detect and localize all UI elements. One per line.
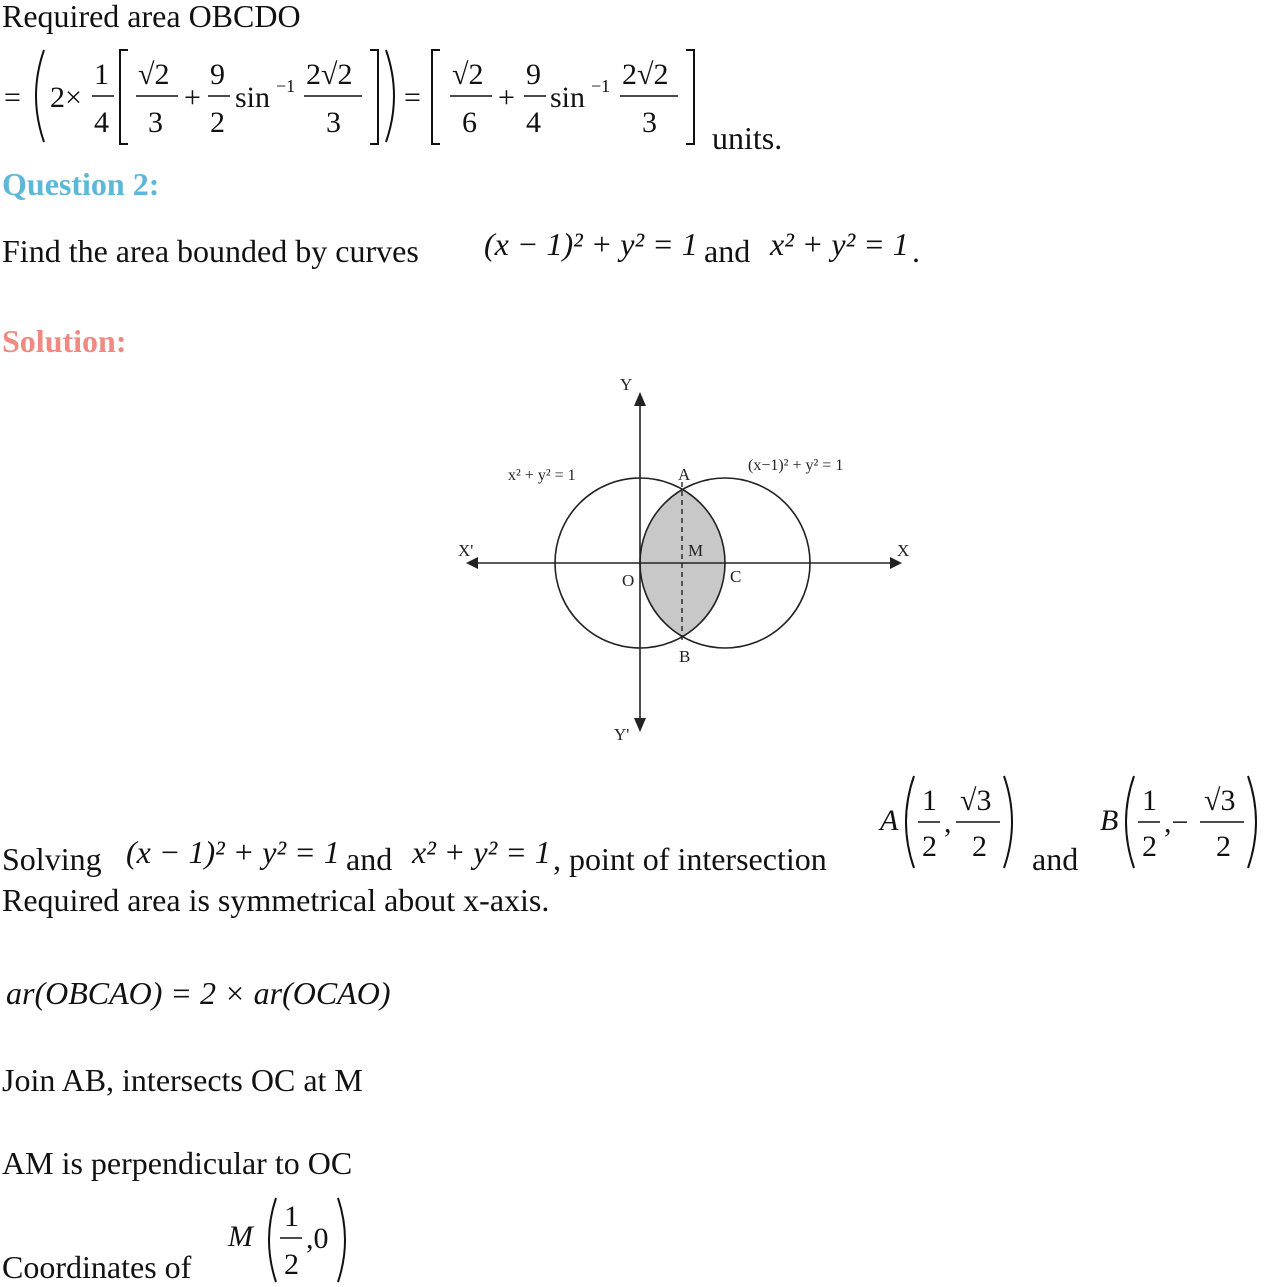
svg-text:2√2: 2√2 bbox=[306, 58, 353, 91]
solving-and: and bbox=[346, 841, 393, 877]
svg-text:1: 1 bbox=[284, 1200, 299, 1233]
svg-text:√2: √2 bbox=[138, 58, 170, 91]
join-ab-text: Join AB, intersects OC at M bbox=[2, 1062, 363, 1098]
svg-text:−1: −1 bbox=[591, 76, 611, 96]
svg-text:+: + bbox=[184, 81, 201, 114]
svg-text:2×: 2× bbox=[50, 81, 82, 114]
svg-text:√3: √3 bbox=[1204, 784, 1236, 817]
fig-y-prime-label: Y' bbox=[614, 725, 630, 744]
svg-text:2: 2 bbox=[972, 830, 987, 863]
svg-text:sin: sin bbox=[235, 81, 271, 114]
svg-text:2: 2 bbox=[922, 830, 937, 863]
y-prime-arrow-icon bbox=[634, 718, 646, 732]
question-prompt: Find the area bounded by curves bbox=[2, 233, 419, 269]
svg-text:,: , bbox=[944, 806, 952, 839]
fig-point-o: O bbox=[622, 571, 635, 590]
curve1-equation: (x − 1)² + y² = 1 bbox=[484, 226, 698, 262]
curve2-equation: x² + y² = 1 bbox=[770, 226, 909, 262]
circles-figure bbox=[450, 370, 920, 750]
solving-curve2: x² + y² = 1 bbox=[412, 834, 551, 870]
solving-curve1: (x − 1)² + y² = 1 bbox=[126, 834, 340, 870]
fig-point-b: B bbox=[679, 647, 691, 666]
svg-text:,0: ,0 bbox=[306, 1222, 329, 1255]
required-area-label: Required area OBCDO bbox=[2, 0, 301, 34]
svg-text:3: 3 bbox=[326, 106, 341, 139]
svg-text:√3: √3 bbox=[960, 784, 992, 817]
point-m-coords bbox=[224, 1194, 364, 1286]
svg-text:3: 3 bbox=[148, 106, 163, 139]
svg-text:4: 4 bbox=[526, 106, 541, 139]
coords-and: and bbox=[1032, 841, 1079, 877]
fig-x-prime-label: X' bbox=[458, 541, 474, 560]
fig-y-label: Y bbox=[620, 375, 633, 394]
svg-text:=: = bbox=[4, 81, 21, 114]
fig-x-label: X bbox=[897, 541, 910, 560]
question-period: . bbox=[912, 233, 920, 269]
svg-text:1: 1 bbox=[94, 58, 109, 91]
svg-text:2: 2 bbox=[210, 106, 225, 139]
coordinates-of-label: Coordinates of bbox=[2, 1249, 192, 1285]
fig-circle1-label: x² + y² = 1 bbox=[508, 467, 576, 484]
fig-point-c: C bbox=[730, 567, 742, 586]
question-heading: Question 2: bbox=[2, 166, 160, 202]
svg-text:A: A bbox=[880, 804, 899, 837]
svg-text:4: 4 bbox=[94, 106, 109, 139]
question-and: and bbox=[704, 233, 751, 269]
svg-text:√2: √2 bbox=[452, 58, 484, 91]
point-b-coords bbox=[1096, 770, 1266, 875]
svg-text:−1: −1 bbox=[276, 76, 296, 96]
svg-text:2√2: 2√2 bbox=[622, 58, 669, 91]
symmetry-text: Required area is symmetrical about x-axis. bbox=[2, 882, 550, 918]
fig-circle2-label: (x−1)² + y² = 1 bbox=[748, 457, 844, 474]
svg-text:sin: sin bbox=[550, 81, 586, 114]
point-a-coords bbox=[876, 770, 1026, 875]
solution-heading: Solution: bbox=[2, 323, 127, 359]
svg-text:M: M bbox=[228, 1220, 253, 1253]
y-arrow-icon bbox=[634, 392, 646, 406]
svg-text:3: 3 bbox=[642, 106, 657, 139]
area-equation bbox=[0, 44, 800, 154]
svg-text:1: 1 bbox=[922, 784, 937, 817]
svg-text:2: 2 bbox=[1142, 830, 1157, 863]
point-of-intersection-text: , point of intersection bbox=[553, 841, 827, 877]
svg-text:+: + bbox=[498, 81, 515, 114]
units-label: units. bbox=[712, 120, 783, 156]
svg-text:9: 9 bbox=[526, 58, 541, 91]
svg-text:2: 2 bbox=[284, 1248, 299, 1281]
perpendicular-text: AM is perpendicular to OC bbox=[2, 1145, 353, 1181]
svg-text:9: 9 bbox=[210, 58, 225, 91]
fig-point-m: M bbox=[688, 541, 704, 560]
svg-text:=: = bbox=[404, 81, 421, 114]
svg-text:2: 2 bbox=[1216, 830, 1231, 863]
area-ratio-equation: ar(OBCAO) = 2 × ar(OCAO) bbox=[6, 975, 391, 1011]
svg-text:,−: ,− bbox=[1164, 806, 1189, 839]
svg-text:1: 1 bbox=[1142, 784, 1157, 817]
solving-label: Solving bbox=[2, 841, 102, 877]
svg-text:6: 6 bbox=[462, 106, 477, 139]
svg-text:B: B bbox=[1100, 804, 1119, 837]
fig-point-a: A bbox=[678, 465, 691, 484]
